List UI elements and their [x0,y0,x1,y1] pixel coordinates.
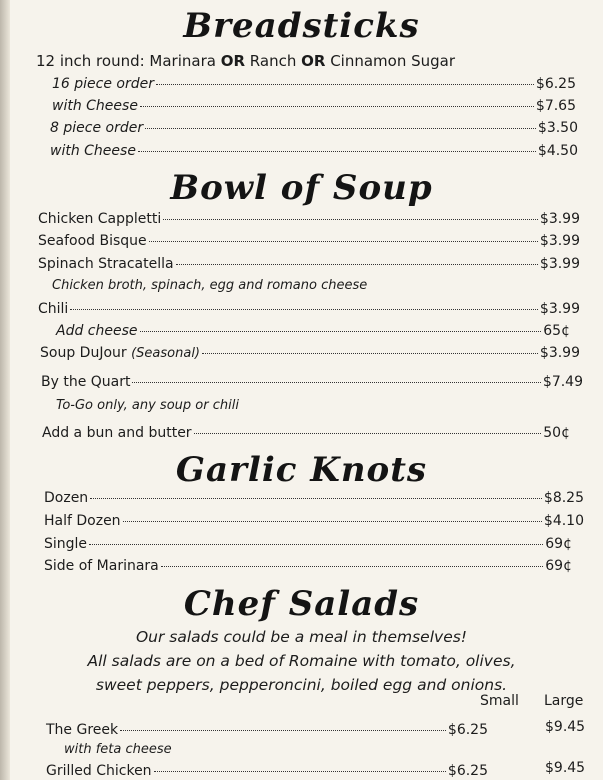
item-name: Single [44,536,88,552]
salads-intro-line: sweet peppers, pepperoncini, boiled egg and onions. [95,676,508,694]
item-name: Chili [38,301,69,317]
desc-suffix: Cinnamon Sugar [325,52,456,70]
menu-item [41,374,583,390]
item-price-small: $6.25 [447,763,488,779]
item-name: Side of Marinara [44,558,159,574]
menu-item [44,558,572,574]
menu-item [40,345,580,361]
item-price: $3.99 [539,256,580,272]
menu-item [44,490,584,506]
soup-heading: Bowl of Soup [170,168,433,208]
item-price: $7.65 [535,98,576,114]
leader-dots [138,151,536,152]
menu-item [38,301,580,317]
leader-dots [163,219,538,220]
item-price: $3.99 [539,233,580,249]
leader-dots [120,730,446,731]
item-price: $3.99 [539,345,580,361]
item-price: $3.50 [537,120,578,136]
menu-item [38,233,580,249]
leader-dots [140,331,542,332]
item-name: Add cheese [56,323,138,339]
leader-dots [89,544,543,545]
menu-item [50,143,578,159]
menu-item [46,722,488,738]
item-price-large: $9.45 [545,760,586,776]
menu-item [38,211,580,227]
item-price: $4.50 [537,143,578,159]
menu-item [52,76,576,92]
item-note: with feta cheese [64,742,172,757]
item-name: 16 piece order [52,76,154,92]
item-name: The Greek [46,722,119,738]
knots-heading: Garlic Knots [175,450,428,490]
item-name: Grilled Chicken [46,763,152,779]
salads-intro-line: Our salads could be a meal in themselves! [135,628,468,646]
item-name: 8 piece order [50,120,144,136]
item-price: $8.25 [543,490,584,506]
item-name: Seafood Bisque [38,233,147,249]
item-price: $3.99 [539,211,580,227]
item-name: Add a bun and butter [42,425,192,441]
leader-dots [90,498,542,499]
menu-item [46,763,488,779]
item-price: $4.10 [543,513,584,529]
menu-item [52,98,576,114]
breadsticks-description [36,52,455,70]
desc-mid: Ranch [245,52,302,70]
leader-dots [154,771,446,772]
item-name: Dozen [44,490,89,506]
or-2: OR [301,52,326,70]
item-name [40,345,200,361]
leader-dots [194,433,542,434]
item-price: 69¢ [545,536,572,552]
item-note: To-Go only, any soup or chili [56,398,239,413]
menu-item [44,513,584,529]
item-name: with Cheese [50,143,136,159]
item-price: 65¢ [543,323,570,339]
column-header-large: Large [544,693,584,709]
item-name: Spinach Stracatella [38,256,174,272]
item-note: Chicken broth, spinach, egg and romano cheese [52,278,368,293]
leader-dots [156,84,534,85]
salads-intro-line: All salads are on a bed of Romaine with tomato, olives, [87,652,516,670]
item-price: 69¢ [545,558,572,574]
item-price-large: $9.45 [545,719,586,735]
desc-prefix: 12 inch round: Marinara [36,52,221,70]
leader-dots [132,382,540,383]
leader-dots [123,521,542,522]
item-price-small: $6.25 [447,722,488,738]
leader-dots [176,264,538,265]
menu-item [44,536,572,552]
salads-heading: Chef Salads [183,584,420,624]
item-price: 50¢ [543,425,570,441]
menu-item [50,120,578,136]
item-price: $3.99 [539,301,580,317]
item-name: Chicken Cappletti [38,211,162,227]
column-header-small: Small [480,693,519,709]
item-name: By the Quart [41,374,131,390]
menu-item [42,425,570,441]
leader-dots [161,566,544,567]
item-name: Half Dozen [44,513,121,529]
leader-dots [140,106,534,107]
item-price: $6.25 [535,76,576,92]
leader-dots [149,241,538,242]
breadsticks-heading: Breadsticks [183,6,420,46]
leader-dots [202,353,538,354]
item-name-text: Soup DuJour [40,345,127,361]
menu-item [56,323,570,339]
item-season-note: (Seasonal) [131,346,200,361]
item-price: $7.49 [542,374,583,390]
item-name: with Cheese [52,98,138,114]
leader-dots [145,128,536,129]
leader-dots [70,309,538,310]
or-1: OR [220,52,246,70]
menu-item [38,256,580,272]
